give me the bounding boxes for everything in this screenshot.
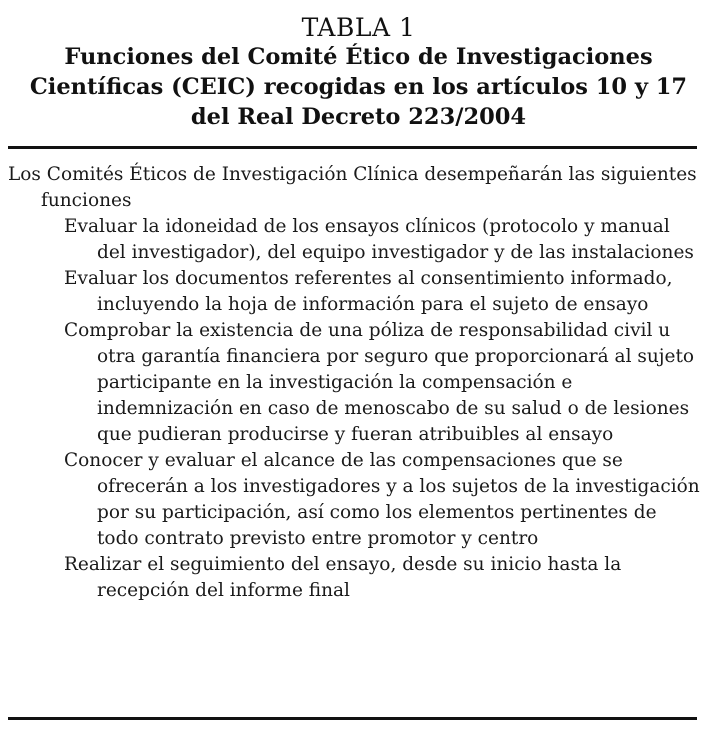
function-item-insurance-policy: Comprobar la existencia de una póliza de responsabilidad civil u otra garantía financiera por seguro que proporcionará al sujeto participante en la investigación la compensación e indemnización en caso de menoscabo de su salud o de lesiones que pudieran producirse y fueran atribuibles al ensayo (64, 320, 695, 445)
function-item-evaluate-consent: Evaluar los documentos referentes al consentimiento informado, incluyendo la hoja de información para el sujeto de ensayo (64, 268, 673, 315)
table-label: TABLA 1 (301, 13, 416, 42)
bottom-divider (8, 717, 697, 720)
table-body (8, 162, 703, 604)
top-divider (8, 146, 697, 149)
function-item-compensation: Conocer y evaluar el alcance de las compensaciones que se ofrecerán a los investigadores y a los sujetos de la investigación por su participación, así como los elementos pertinentes de todo contrato previsto entre promotor y centro (64, 450, 700, 549)
intro-text: Los Comités Éticos de Investigación Clínica desempeñarán las siguientes funciones (8, 164, 697, 211)
table-title: Funciones del Comité Ético de Investigaciones Científicas (CEIC) recogidas en los artículos 10 y 17 del Real Decreto 223/2004 (29, 44, 688, 130)
function-item-evaluate-suitability: Evaluar la idoneidad de los ensayos clínicos (protocolo y manual del investigador), del equipo investigador y de las instalaciones (64, 216, 694, 263)
function-item-follow-up: Realizar el seguimiento del ensayo, desde su inicio hasta la recepción del informe final (64, 554, 622, 601)
